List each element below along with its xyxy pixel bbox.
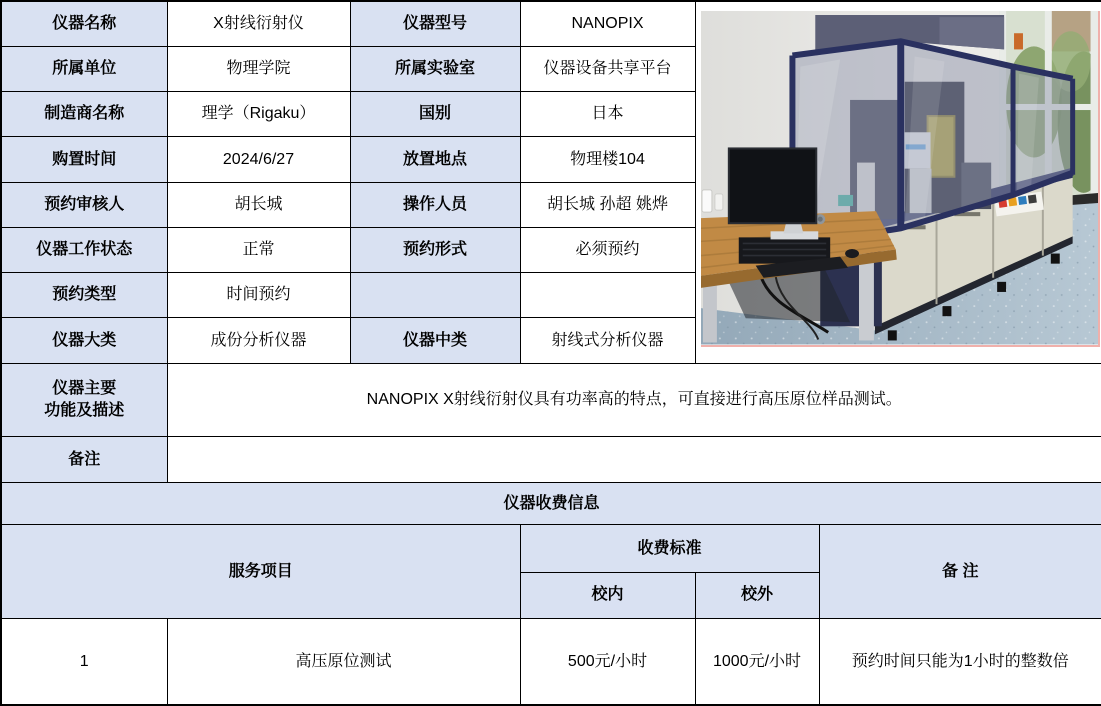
- fee-row-remark: 预约时间只能为1小时的整数倍: [819, 618, 1101, 705]
- label-instrument-model: 仪器型号: [350, 1, 520, 46]
- value-booking-form: 必须预约: [520, 227, 695, 272]
- label-empty: [350, 273, 520, 318]
- fee-row-external: 1000元/小时: [695, 618, 819, 705]
- desk-leg: [859, 254, 874, 341]
- label-remark: 备注: [1, 436, 167, 482]
- label-approver: 预约审核人: [1, 182, 167, 227]
- fee-row-service: 高压原位测试: [167, 618, 520, 705]
- fee-header-standard: 收费标准: [520, 525, 819, 572]
- monitor: [728, 148, 815, 223]
- fee-header-internal: 校内: [520, 572, 695, 618]
- value-owner-unit: 物理学院: [167, 46, 350, 91]
- value-approver: 胡长城: [167, 182, 350, 227]
- label-manufacturer: 制造商名称: [1, 92, 167, 137]
- value-description: NANOPIX X射线衍射仪具有功率高的特点，可直接进行高压原位样品测试。: [167, 363, 1101, 436]
- label-country: 国别: [350, 92, 520, 137]
- fee-row: [1, 618, 1101, 705]
- label-description-line1: 仪器主要: [52, 380, 117, 398]
- value-remark: [167, 436, 1101, 482]
- fee-section-title: 仪器收费信息: [1, 483, 1101, 525]
- label-work-status: 仪器工作状态: [1, 227, 167, 272]
- value-operators: 胡长城 孙超 姚烨: [520, 182, 695, 227]
- value-lab: 仪器设备共享平台: [520, 46, 695, 91]
- desk-leg: [702, 280, 716, 343]
- value-major-category: 成份分析仪器: [167, 318, 350, 363]
- label-middle-category: 仪器中类: [350, 318, 520, 363]
- value-booking-type: 时间预约: [167, 273, 350, 318]
- label-instrument-name: 仪器名称: [1, 1, 167, 46]
- value-empty: [520, 273, 695, 318]
- value-instrument-name: X射线衍射仪: [167, 1, 350, 46]
- label-major-category: 仪器大类: [1, 318, 167, 363]
- fee-row-internal: 500元/小时: [520, 618, 695, 705]
- label-description: [1, 363, 167, 436]
- value-instrument-model: NANOPIX: [520, 1, 695, 46]
- label-operators: 操作人员: [350, 182, 520, 227]
- label-owner-unit: 所属单位: [1, 46, 167, 91]
- label-description-line2: 功能及描述: [44, 401, 125, 419]
- label-booking-type: 预约类型: [1, 273, 167, 318]
- fee-header-external: 校外: [695, 572, 819, 618]
- value-work-status: 正常: [167, 227, 350, 272]
- label-booking-form: 预约形式: [350, 227, 520, 272]
- mouse: [845, 249, 859, 258]
- fee-header-service: 服务项目: [1, 525, 520, 619]
- instrument-photo: [701, 11, 1101, 347]
- value-manufacturer: 理学（Rigaku）: [167, 92, 350, 137]
- orange-beacon: [1014, 33, 1023, 49]
- label-purchase-date: 购置时间: [1, 137, 167, 182]
- label-lab: 所属实验室: [350, 46, 520, 91]
- photo-cell: [695, 1, 1101, 363]
- value-purchase-date: 2024/6/27: [167, 137, 350, 182]
- instrument-photo-illustration: [701, 11, 1099, 345]
- label-location: 放置地点: [350, 137, 520, 182]
- fee-header-remark: 备 注: [819, 525, 1101, 619]
- fee-row-index: 1: [1, 618, 167, 705]
- value-middle-category: 射线式分析仪器: [520, 318, 695, 363]
- value-location: 物理楼104: [520, 137, 695, 182]
- value-country: 日本: [520, 92, 695, 137]
